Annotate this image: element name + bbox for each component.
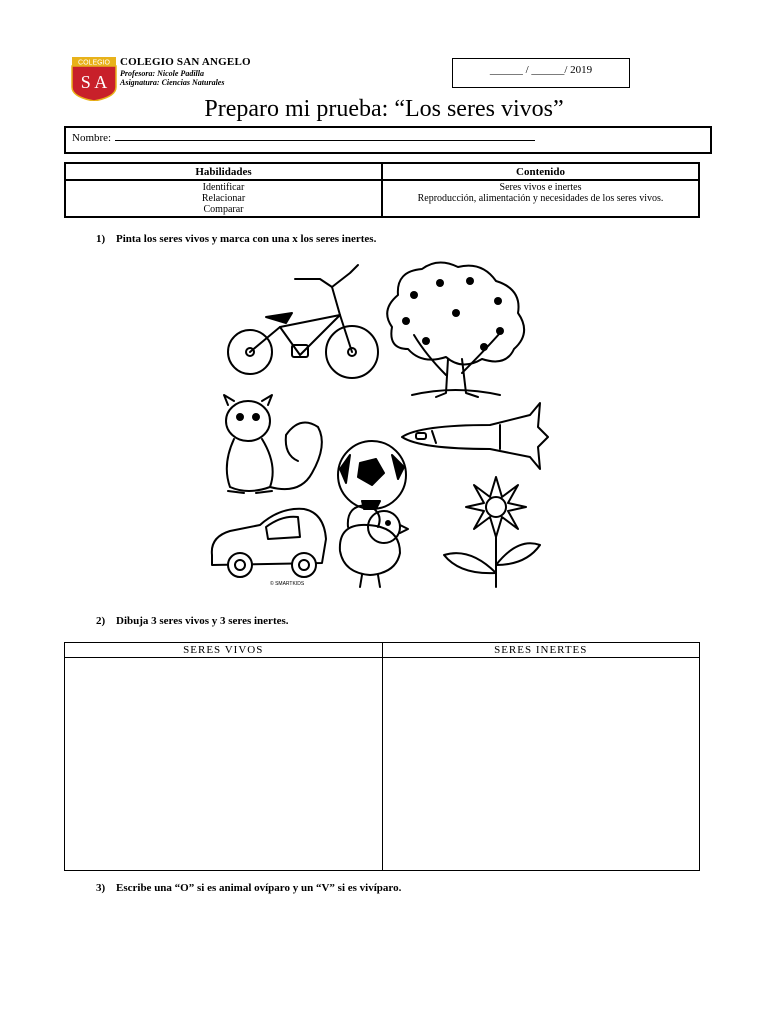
content-cell	[382, 180, 699, 217]
question-text: Dibuja 3 seres vivos y 3 seres inertes.	[116, 615, 289, 627]
school-name: COLEGIO SAN ANGELO	[120, 56, 251, 68]
page-title: Preparo mi prueba: “Los seres vivos”	[204, 96, 564, 122]
subject-name: Asignatura: Ciencias Naturales	[120, 78, 225, 87]
skill-item: Relacionar	[201, 193, 246, 204]
name-label: Nombre:	[72, 132, 112, 144]
question-number: 2)	[96, 615, 106, 627]
content-item: Reproducción, alimentación y necesidades de los seres vivos.	[417, 193, 664, 204]
question-text: Escribe una “O” si es animal ovíparo y un “V” si es vivíparo.	[116, 882, 402, 894]
coloring-images	[200, 255, 560, 595]
svg-text:COLEGIO: COLEGIO	[78, 59, 110, 67]
rocket-image[interactable]	[402, 403, 548, 469]
question-1	[96, 233, 376, 245]
question-3	[96, 882, 401, 894]
living-drawing-area[interactable]	[65, 658, 383, 871]
question-number: 3)	[96, 882, 106, 894]
tree-image[interactable]	[387, 262, 524, 397]
school-logo	[70, 57, 118, 101]
content-item: Seres vivos e inertes	[499, 182, 582, 193]
svg-text:S A: S A	[80, 72, 108, 92]
inert-drawing-area[interactable]	[382, 658, 700, 871]
flower-image[interactable]	[444, 477, 540, 587]
question-2	[96, 615, 289, 627]
date-box[interactable]: ______ / ______/ 2019	[452, 58, 630, 88]
skills-header: Habilidades	[65, 163, 382, 180]
squirrel-image[interactable]	[224, 395, 322, 493]
question-text: Pinta los seres vivos y marca con una x los seres inertes.	[116, 233, 377, 245]
content-header: Contenido	[382, 163, 699, 180]
skills-cell	[65, 180, 382, 217]
bicycle-image[interactable]	[228, 265, 378, 378]
car-image[interactable]	[212, 509, 326, 577]
soccer-ball-image[interactable]	[338, 441, 406, 509]
skills-table	[64, 162, 700, 218]
name-field[interactable]	[64, 126, 712, 154]
image-credit: © SMARTKIDS	[270, 581, 305, 587]
drawing-table	[64, 642, 700, 871]
name-line[interactable]	[115, 131, 535, 141]
teacher-name: Profesora: Nicole Padilla	[120, 69, 204, 78]
question-number: 1)	[96, 233, 106, 245]
inert-header: SERES INERTES	[382, 643, 700, 658]
chick-image[interactable]	[340, 505, 408, 587]
skill-item: Identificar	[202, 182, 245, 193]
living-header: SERES VIVOS	[65, 643, 383, 658]
skill-item: Comparar	[203, 204, 244, 215]
